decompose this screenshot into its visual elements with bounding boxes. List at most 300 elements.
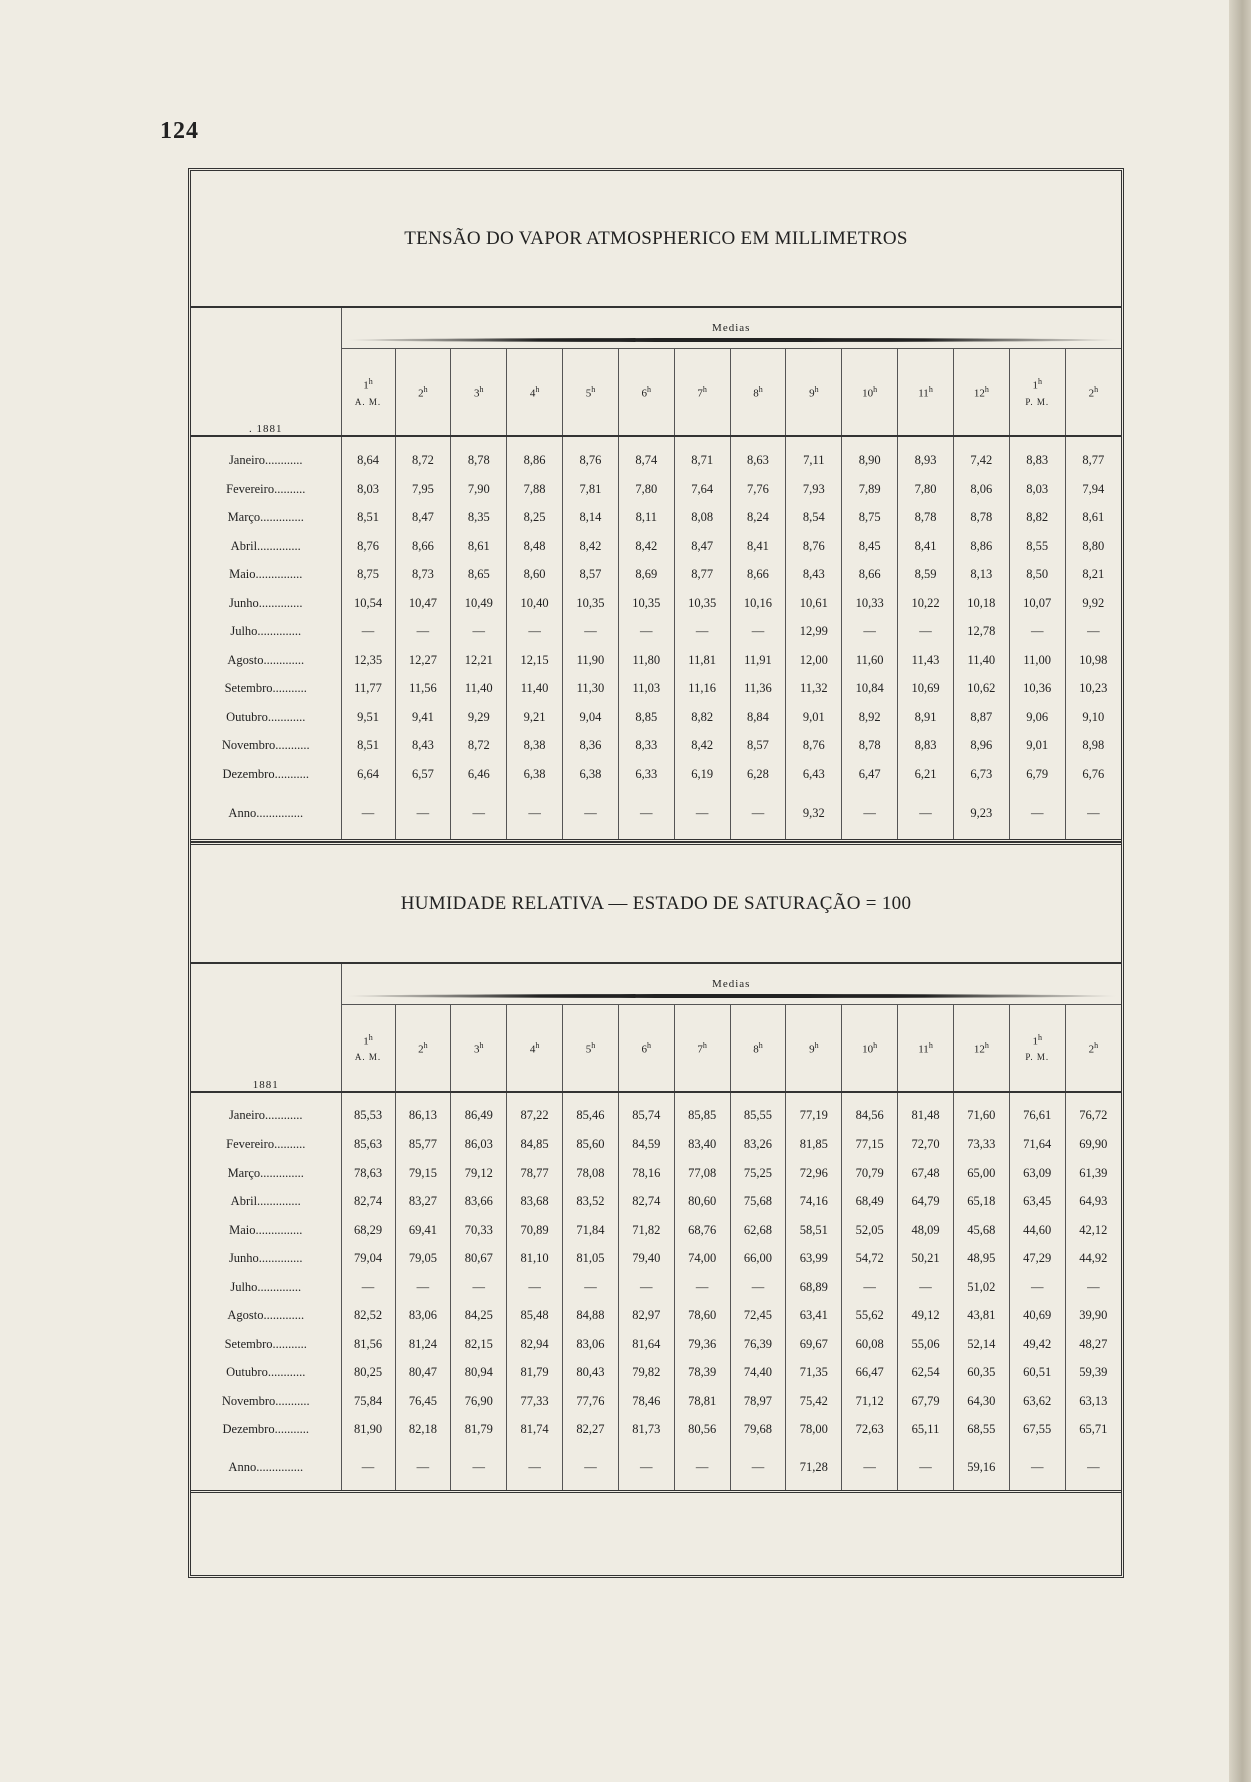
annual-value-cell: — (395, 789, 451, 841)
hour-header (341, 349, 395, 437)
value-cell: 8,93 (898, 436, 954, 475)
value-cell: 72,70 (898, 1131, 954, 1160)
value-cell: 84,85 (507, 1131, 563, 1160)
value-cell: 11,30 (563, 675, 619, 704)
value-cell: 54,72 (842, 1245, 898, 1274)
hour-suffix: h (873, 385, 878, 395)
table-row (191, 475, 1121, 504)
value-cell: 8,75 (842, 504, 898, 533)
hour-suffix: h (647, 1040, 652, 1050)
value-cell: 7,81 (563, 475, 619, 504)
table-row (191, 1330, 1121, 1359)
value-cell: 8,76 (341, 532, 395, 561)
hour-suffix: h (1037, 377, 1042, 387)
value-cell: 63,99 (786, 1245, 842, 1274)
value-cell: 8,41 (730, 532, 786, 561)
value-cell: 6,46 (451, 760, 507, 789)
value-cell: 40,69 (1009, 1302, 1065, 1331)
value-cell: 8,63 (730, 436, 786, 475)
hour-label: 1 (1032, 1035, 1038, 1048)
value-cell: 77,76 (563, 1387, 619, 1416)
hour-suffix: h (591, 1040, 596, 1050)
hour-suffix: h (479, 385, 484, 395)
month-label: Agosto............. (227, 652, 305, 667)
value-cell: 8,85 (618, 703, 674, 732)
value-cell: 8,72 (451, 732, 507, 761)
annual-value-cell: — (898, 1444, 954, 1492)
value-cell: 8,43 (395, 732, 451, 761)
value-cell: 6,76 (1065, 760, 1121, 789)
value-cell: 84,59 (618, 1131, 674, 1160)
hour-label: 2 (418, 387, 424, 400)
value-cell: 11,56 (395, 675, 451, 704)
value-cell: 11,32 (786, 675, 842, 704)
value-cell: 82,18 (395, 1416, 451, 1445)
value-cell: 79,05 (395, 1245, 451, 1274)
value-cell: 78,16 (618, 1159, 674, 1188)
annual-value-cell: — (451, 789, 507, 841)
value-cell: 8,80 (1065, 532, 1121, 561)
value-cell: 66,47 (842, 1359, 898, 1388)
value-cell: 82,94 (507, 1330, 563, 1359)
year-label: . 1881 (191, 308, 341, 436)
hour-period: A. M. (354, 1052, 382, 1063)
value-cell: 68,49 (842, 1188, 898, 1217)
value-cell: 7,88 (507, 475, 563, 504)
value-cell: 6,33 (618, 760, 674, 789)
medias-label: Medias (712, 322, 751, 334)
vapor-tension-title: TENSÃO DO VAPOR ATMOSPHERICO EM MILLIMETROS (191, 171, 1121, 308)
hour-suffix: h (1094, 385, 1099, 395)
value-cell: 65,18 (953, 1188, 1009, 1217)
value-cell: 83,68 (507, 1188, 563, 1217)
hour-label: 12 (973, 1043, 985, 1056)
hour-label: 2 (1088, 387, 1095, 400)
value-cell: 81,05 (563, 1245, 619, 1274)
value-cell: 8,59 (898, 561, 954, 590)
value-cell: 85,60 (563, 1131, 619, 1160)
value-cell: 52,05 (842, 1216, 898, 1245)
value-cell: 71,64 (1009, 1131, 1065, 1160)
value-cell: 75,84 (341, 1387, 395, 1416)
value-cell: — (341, 1273, 395, 1302)
value-cell: — (507, 1273, 563, 1302)
value-cell: 8,14 (563, 504, 619, 533)
value-cell: 83,52 (563, 1188, 619, 1217)
value-cell: 10,98 (1065, 646, 1121, 675)
value-cell: 8,33 (618, 732, 674, 761)
value-cell: 8,64 (341, 436, 395, 475)
value-cell: 74,00 (674, 1245, 730, 1274)
month-label: Outubro............ (226, 1365, 306, 1380)
value-cell: 74,16 (786, 1188, 842, 1217)
hour-header (842, 349, 898, 437)
value-cell: 81,10 (507, 1245, 563, 1274)
table-row (191, 1273, 1121, 1302)
value-cell: 80,94 (451, 1359, 507, 1388)
value-cell: — (395, 1273, 451, 1302)
value-cell: 8,78 (451, 436, 507, 475)
month-label: Março.............. (227, 510, 304, 525)
table-row (191, 1216, 1121, 1245)
table-row (191, 1188, 1121, 1217)
value-cell: 8,77 (674, 561, 730, 590)
value-cell: 8,87 (953, 703, 1009, 732)
value-cell: 8,47 (674, 532, 730, 561)
value-cell: 8,71 (674, 436, 730, 475)
value-cell: 69,41 (395, 1216, 451, 1245)
annual-value-cell: — (898, 789, 954, 841)
value-cell: 6,28 (730, 760, 786, 789)
value-cell: 81,73 (618, 1416, 674, 1445)
value-cell: 8,76 (786, 732, 842, 761)
value-cell: 84,25 (451, 1302, 507, 1331)
value-cell: — (842, 1273, 898, 1302)
value-cell: 9,04 (563, 703, 619, 732)
annual-value-cell: — (730, 789, 786, 841)
hour-period: A. M. (354, 396, 382, 407)
value-cell: 78,63 (341, 1159, 395, 1188)
value-cell: 63,13 (1065, 1387, 1121, 1416)
hour-suffix: h (423, 385, 428, 395)
value-cell: 68,55 (953, 1416, 1009, 1445)
value-cell: 8,91 (898, 703, 954, 732)
value-cell: 76,61 (1009, 1092, 1065, 1131)
medias-brace (346, 334, 1118, 348)
month-label: Dezembro........... (222, 766, 309, 781)
value-cell: 7,93 (786, 475, 842, 504)
value-cell: 77,08 (674, 1159, 730, 1188)
table-row (191, 1092, 1121, 1131)
month-label: Junho.............. (228, 1251, 303, 1266)
value-cell: 59,39 (1065, 1359, 1121, 1388)
value-cell: 10,18 (953, 589, 1009, 618)
value-cell: 67,79 (898, 1387, 954, 1416)
hour-label: 6 (641, 387, 648, 400)
hour-label: 7 (697, 387, 703, 400)
hour-suffix: h (702, 385, 707, 395)
value-cell: 10,40 (507, 589, 563, 618)
value-cell: 66,00 (730, 1245, 786, 1274)
hour-label: 4 (529, 1043, 536, 1056)
month-label: Maio............... (229, 567, 303, 582)
hour-label: 1 (363, 379, 369, 392)
value-cell: 71,12 (842, 1387, 898, 1416)
value-cell: 9,01 (1009, 732, 1065, 761)
value-cell: 60,08 (842, 1330, 898, 1359)
annual-label: Anno............... (191, 789, 341, 841)
value-cell: 7,94 (1065, 475, 1121, 504)
value-cell: 11,80 (618, 646, 674, 675)
value-cell: 45,68 (953, 1216, 1009, 1245)
value-cell: 79,12 (451, 1159, 507, 1188)
value-cell: 85,46 (563, 1092, 619, 1131)
value-cell: — (674, 1273, 730, 1302)
hour-suffix: h (591, 385, 596, 395)
value-cell: 49,42 (1009, 1330, 1065, 1359)
annual-value-cell: — (1009, 789, 1065, 841)
tables-frame (188, 168, 1124, 1578)
value-cell: 48,95 (953, 1245, 1009, 1274)
hour-header (953, 1004, 1009, 1092)
value-cell: 72,45 (730, 1302, 786, 1331)
value-cell: 8,06 (953, 475, 1009, 504)
annual-value-cell: — (507, 1444, 563, 1492)
value-cell: 85,63 (341, 1131, 395, 1160)
value-cell: 47,29 (1009, 1245, 1065, 1274)
hour-label: 5 (585, 1043, 592, 1056)
value-cell: 81,79 (507, 1359, 563, 1388)
hour-suffix: h (1037, 1032, 1042, 1042)
value-cell: — (898, 1273, 954, 1302)
value-cell: 78,77 (507, 1159, 563, 1188)
hour-suffix: h (479, 1040, 484, 1050)
value-cell: 10,49 (451, 589, 507, 618)
value-cell: 8,41 (898, 532, 954, 561)
hour-header (786, 349, 842, 437)
hour-suffix: h (984, 385, 989, 395)
value-cell: — (674, 618, 730, 647)
value-cell: 8,96 (953, 732, 1009, 761)
value-cell: 11,16 (674, 675, 730, 704)
value-cell: 79,82 (618, 1359, 674, 1388)
month-label: Abril.............. (230, 1194, 301, 1209)
value-cell: 12,21 (451, 646, 507, 675)
value-cell: 55,62 (842, 1302, 898, 1331)
hour-header (507, 349, 563, 437)
value-cell: 79,36 (674, 1330, 730, 1359)
annual-row (191, 1444, 1121, 1492)
value-cell: 64,93 (1065, 1188, 1121, 1217)
value-cell: 10,54 (341, 589, 395, 618)
value-cell: 85,85 (674, 1092, 730, 1131)
table-row (191, 1245, 1121, 1274)
hour-header (618, 349, 674, 437)
month-label: Dezembro........... (222, 1422, 309, 1437)
table-row (191, 436, 1121, 475)
value-cell: 10,69 (898, 675, 954, 704)
value-cell: 7,42 (953, 436, 1009, 475)
table-row (191, 532, 1121, 561)
value-cell: 9,06 (1009, 703, 1065, 732)
value-cell: 8,24 (730, 504, 786, 533)
hour-label: 11 (918, 387, 929, 400)
hour-label: 7 (697, 1043, 703, 1056)
value-cell: 79,40 (618, 1245, 674, 1274)
value-cell: 10,47 (395, 589, 451, 618)
value-cell: 44,92 (1065, 1245, 1121, 1274)
hour-label: 12 (973, 387, 985, 400)
value-cell: 72,96 (786, 1159, 842, 1188)
hour-header (341, 1004, 395, 1092)
hour-suffix: h (814, 1040, 819, 1050)
value-cell: 11,03 (618, 675, 674, 704)
value-cell: 68,76 (674, 1216, 730, 1245)
value-cell: 10,36 (1009, 675, 1065, 704)
value-cell: 12,00 (786, 646, 842, 675)
hour-header (1009, 1004, 1065, 1092)
month-label: Abril.............. (230, 538, 301, 553)
value-cell: 80,43 (563, 1359, 619, 1388)
value-cell: 8,25 (507, 504, 563, 533)
medias-row (191, 308, 1121, 349)
value-cell: 81,24 (395, 1330, 451, 1359)
annual-value-cell: — (341, 789, 395, 841)
value-cell: 82,27 (563, 1416, 619, 1445)
value-cell: — (395, 618, 451, 647)
value-cell: 8,51 (341, 732, 395, 761)
value-cell: 10,23 (1065, 675, 1121, 704)
value-cell: 8,43 (786, 561, 842, 590)
value-cell: 73,33 (953, 1131, 1009, 1160)
hour-suffix: h (647, 385, 652, 395)
hour-header (451, 1004, 507, 1092)
table-row (191, 703, 1121, 732)
hour-header (451, 349, 507, 437)
page-edge (1229, 0, 1251, 1782)
hour-suffix: h (368, 377, 373, 387)
value-cell: 77,19 (786, 1092, 842, 1131)
value-cell: 8,78 (842, 732, 898, 761)
relative-humidity-title: HUMIDADE RELATIVA — ESTADO DE SATURAÇÃO = 100 (191, 842, 1121, 964)
table-row (191, 1131, 1121, 1160)
value-cell: 82,74 (618, 1188, 674, 1217)
value-cell: 8,03 (1009, 475, 1065, 504)
value-cell: 39,90 (1065, 1302, 1121, 1331)
value-cell: — (451, 1273, 507, 1302)
value-cell: 8,66 (395, 532, 451, 561)
value-cell: 11,00 (1009, 646, 1065, 675)
value-cell: 9,10 (1065, 703, 1121, 732)
year-label: 1881 (191, 964, 341, 1092)
value-cell: 7,90 (451, 475, 507, 504)
value-cell: — (451, 618, 507, 647)
month-label: Outubro............ (226, 709, 306, 724)
value-cell: 80,60 (674, 1188, 730, 1217)
value-cell: 85,48 (507, 1302, 563, 1331)
value-cell: 6,21 (898, 760, 954, 789)
value-cell: 81,64 (618, 1330, 674, 1359)
value-cell: 8,45 (842, 532, 898, 561)
value-cell: 10,35 (563, 589, 619, 618)
table-row (191, 646, 1121, 675)
value-cell: 8,48 (507, 532, 563, 561)
hour-label: 9 (809, 1043, 815, 1056)
value-cell: 82,97 (618, 1302, 674, 1331)
annual-row (191, 789, 1121, 841)
value-cell: 78,97 (730, 1387, 786, 1416)
value-cell: 64,79 (898, 1188, 954, 1217)
value-cell: — (1065, 1273, 1121, 1302)
hour-label: 4 (529, 387, 536, 400)
value-cell: 8,54 (786, 504, 842, 533)
annual-value-cell: — (1065, 789, 1121, 841)
value-cell: 82,52 (341, 1302, 395, 1331)
value-cell: 8,38 (507, 732, 563, 761)
value-cell: 71,60 (953, 1092, 1009, 1131)
value-cell: 69,67 (786, 1330, 842, 1359)
value-cell: 80,25 (341, 1359, 395, 1388)
value-cell: 10,33 (842, 589, 898, 618)
hour-label: 1 (1032, 379, 1038, 392)
table-row (191, 1416, 1121, 1445)
hour-header (395, 349, 451, 437)
value-cell: — (898, 618, 954, 647)
hour-header (674, 1004, 730, 1092)
hour-label: 6 (641, 1043, 648, 1056)
value-cell: 8,72 (395, 436, 451, 475)
value-cell: 76,45 (395, 1387, 451, 1416)
value-cell: 8,51 (341, 504, 395, 533)
value-cell: 8,77 (1065, 436, 1121, 475)
hour-header (618, 1004, 674, 1092)
value-cell: 68,89 (786, 1273, 842, 1302)
value-cell: 7,64 (674, 475, 730, 504)
value-cell: 6,43 (786, 760, 842, 789)
value-cell: 78,46 (618, 1387, 674, 1416)
hour-suffix: h (814, 385, 819, 395)
value-cell: 9,29 (451, 703, 507, 732)
value-cell: — (842, 618, 898, 647)
hour-suffix: h (368, 1032, 373, 1042)
value-cell: 80,56 (674, 1416, 730, 1445)
hour-label: 8 (753, 387, 759, 400)
value-cell: 74,40 (730, 1359, 786, 1388)
value-cell: 65,71 (1065, 1416, 1121, 1445)
value-cell: 10,22 (898, 589, 954, 618)
annual-value-cell: — (618, 1444, 674, 1492)
value-cell: 8,76 (786, 532, 842, 561)
value-cell: 75,25 (730, 1159, 786, 1188)
value-cell: 8,08 (674, 504, 730, 533)
month-label: Janeiro............ (228, 1108, 303, 1122)
value-cell: 70,89 (507, 1216, 563, 1245)
value-cell: 8,90 (842, 436, 898, 475)
table-row (191, 561, 1121, 590)
value-cell: 63,41 (786, 1302, 842, 1331)
value-cell: 67,55 (1009, 1416, 1065, 1445)
value-cell: 10,16 (730, 589, 786, 618)
hour-header (898, 1004, 954, 1092)
hour-header (1065, 1004, 1121, 1092)
value-cell: 84,88 (563, 1302, 619, 1331)
value-cell: 10,84 (842, 675, 898, 704)
month-label: Julho.............. (230, 1279, 302, 1294)
value-cell: 60,35 (953, 1359, 1009, 1388)
value-cell: 70,33 (451, 1216, 507, 1245)
value-cell: 69,90 (1065, 1131, 1121, 1160)
value-cell: — (730, 1273, 786, 1302)
value-cell: 8,61 (451, 532, 507, 561)
value-cell: 8,35 (451, 504, 507, 533)
value-cell: — (507, 618, 563, 647)
value-cell: 78,39 (674, 1359, 730, 1388)
value-cell: 78,60 (674, 1302, 730, 1331)
value-cell: 83,06 (395, 1302, 451, 1331)
hour-header (953, 349, 1009, 437)
value-cell: 12,35 (341, 646, 395, 675)
value-cell: 8,11 (618, 504, 674, 533)
annual-value-cell: — (563, 1444, 619, 1492)
value-cell: 63,62 (1009, 1387, 1065, 1416)
value-cell: 11,91 (730, 646, 786, 675)
hour-suffix: h (758, 1040, 763, 1050)
page-number: 124 (160, 118, 199, 144)
value-cell: 8,69 (618, 561, 674, 590)
value-cell: 7,95 (395, 475, 451, 504)
hour-suffix: h (873, 1040, 878, 1050)
value-cell: 75,68 (730, 1188, 786, 1217)
